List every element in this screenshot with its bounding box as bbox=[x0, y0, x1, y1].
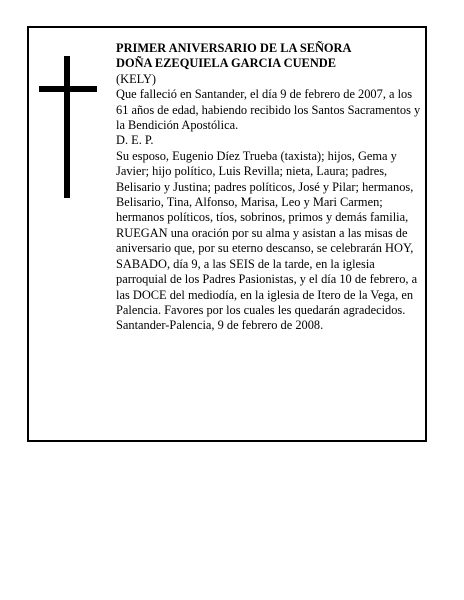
notice-request bbox=[116, 226, 424, 318]
notice-title-line1: PRIMER ANIVERSARIO DE LA SEÑORA bbox=[116, 41, 352, 55]
request-doce: DOCE bbox=[132, 287, 167, 302]
cross-icon bbox=[39, 56, 97, 198]
notice-title-line2: DOÑA EZEQUIELA GARCIA CUENDE bbox=[116, 56, 336, 71]
notice-dep: D. E. P. bbox=[116, 133, 154, 148]
request-text-3: de la tarde, en la iglesia parroquial de los Padres Pasionistas, y el día 10 de febrero, a las bbox=[116, 256, 418, 302]
notice-place-date: Santander-Palencia, 9 de febrero de 2008. bbox=[116, 318, 324, 333]
cross-vertical-bar bbox=[64, 56, 70, 198]
notice-family-text: Su esposo, Eugenio Díez Trueba (taxista); hijos, Gema y Javier; hijo político, Luis Revilla; nieta, Laura; padres, Belisario y Justina; padres políticos, José y Pilar; hermanos, Belisario, Tina, Alfonso, Marisa, Leo y Mari Carmen; hermanos políticos, tíos, sobrinos, primos y demás familia, bbox=[116, 148, 414, 225]
request-hoy-sabado: HOY, SABADO, bbox=[116, 241, 414, 271]
notice-death-text: Que falleció en Santander, el día 9 de febrero de 2007, a los 61 años de edad, habiendo recibido los Santos Sacramentos y la Bendición Apostólica. bbox=[116, 87, 421, 133]
request-text-2: día 9, a las bbox=[170, 256, 230, 271]
cross-horizontal-bar bbox=[39, 86, 97, 92]
request-ruegan: RUEGAN bbox=[116, 225, 168, 240]
request-text-4: del mediodía, en la iglesia de Itero de la Vega, en Palencia. Favores por los cuales les quedarán agradecidos. bbox=[116, 287, 414, 317]
notice-text bbox=[116, 41, 424, 334]
request-seis: SEIS bbox=[229, 256, 255, 271]
notice-nickname: (KELY) bbox=[116, 71, 157, 86]
request-text-1: una oración por su alma y asistan a las misas de aniversario que, por su eterno descanso, se celebrarán bbox=[116, 225, 408, 256]
obituary-notice bbox=[27, 26, 427, 442]
